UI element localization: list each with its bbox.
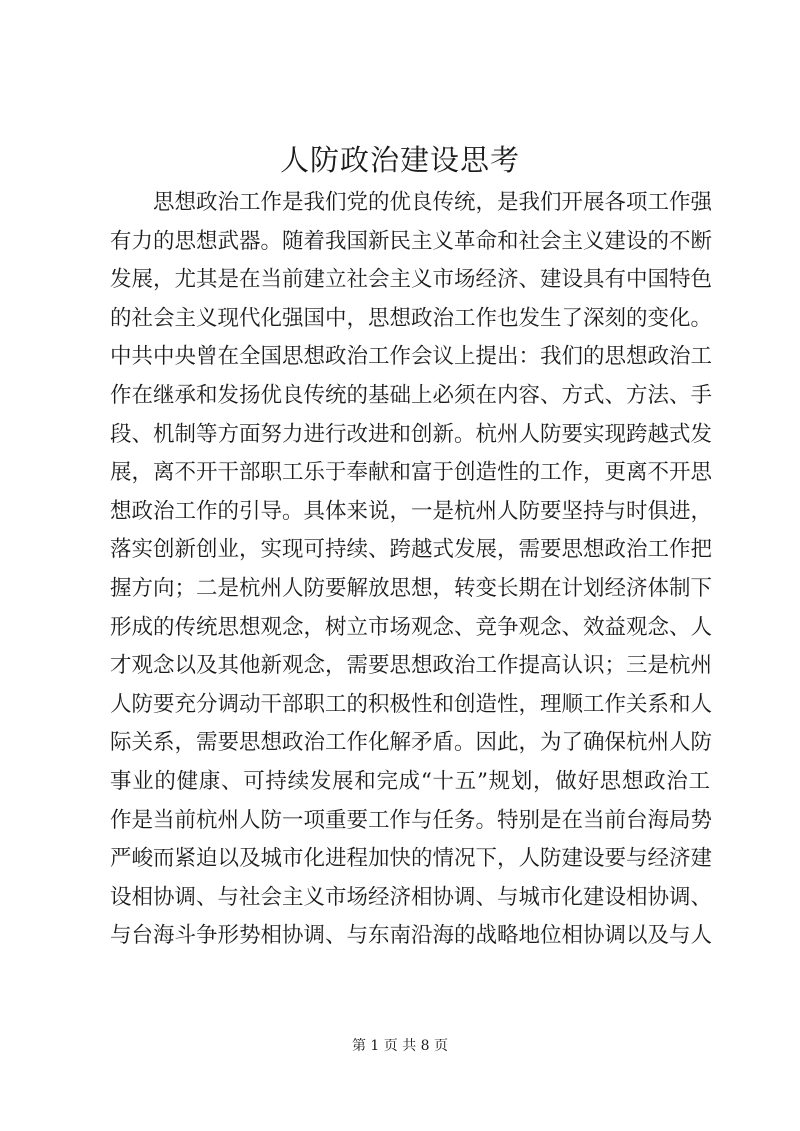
paragraph-line: 形成的传统思想观念，树立市场观念、竞争观念、效益观念、人 — [110, 614, 713, 640]
paragraph-line: 人防要充分调动干部职工的积极性和创造性，理顺工作关系和人 — [110, 691, 713, 717]
paragraph-line: 设相协调、与社会主义市场经济相协调、与城市化建设相协调、 — [110, 884, 713, 910]
paragraph-line: 作在继承和发扬优良传统的基础上必须在内容、方式、方法、手 — [110, 382, 713, 408]
paragraph-line: 事业的健康、可持续发展和完成“十五”规划，做好思想政治工 — [110, 768, 710, 794]
paragraph-line: 与台海斗争形势相协调、与东南沿海的战略地位相协调以及与人 — [110, 923, 713, 949]
paragraph-line: 展，离不开干部职工乐于奉献和富于创造性的工作，更离不开思 — [110, 460, 713, 486]
paragraph-line: 中共中央曾在全国思想政治工作会议上提出：我们的思想政治工 — [110, 344, 713, 370]
document-title: 人防政治建设思考 — [279, 143, 520, 177]
paragraph-line: 段、机制等方面努力进行改进和创新。杭州人防要实现跨越式发 — [110, 421, 713, 447]
paragraph-line: 的社会主义现代化强国中，思想政治工作也发生了深刻的变化。 — [110, 305, 713, 331]
paragraph-line: 想政治工作的引导。具体来说，一是杭州人防要坚持与时俱进， — [110, 498, 713, 524]
paragraph-line: 有力的思想武器。随着我国新民主义革命和社会主义建设的不断 — [110, 228, 713, 254]
paragraph-line: 握方向；二是杭州人防要解放思想，转变长期在计划经济体制下 — [110, 575, 713, 601]
paragraph-line: 作是当前杭州人防一项重要工作与任务。特别是在当前台海局势 — [110, 807, 713, 833]
page-footer: 第 1 页 共 8 页 — [351, 1038, 449, 1054]
paragraph-line: 严峻而紧迫以及城市化进程加快的情况下，人防建设要与经济建 — [110, 846, 713, 872]
paragraph-line: 际关系，需要思想政治工作化解矛盾。因此，为了确保杭州人防 — [110, 730, 713, 756]
paragraph-line: 发展，尤其是在当前建立社会主义市场经济、建设具有中国特色 — [110, 267, 713, 293]
document-body — [110, 184, 713, 956]
paragraph-line: 思想政治工作是我们党的优良传统，是我们开展各项工作强 — [153, 190, 713, 215]
paragraph-line: 落实创新创业，实现可持续、跨越式发展，需要思想政治工作把 — [110, 537, 713, 563]
paragraph-line: 才观念以及其他新观念，需要思想政治工作提高认识；三是杭州 — [110, 653, 713, 679]
